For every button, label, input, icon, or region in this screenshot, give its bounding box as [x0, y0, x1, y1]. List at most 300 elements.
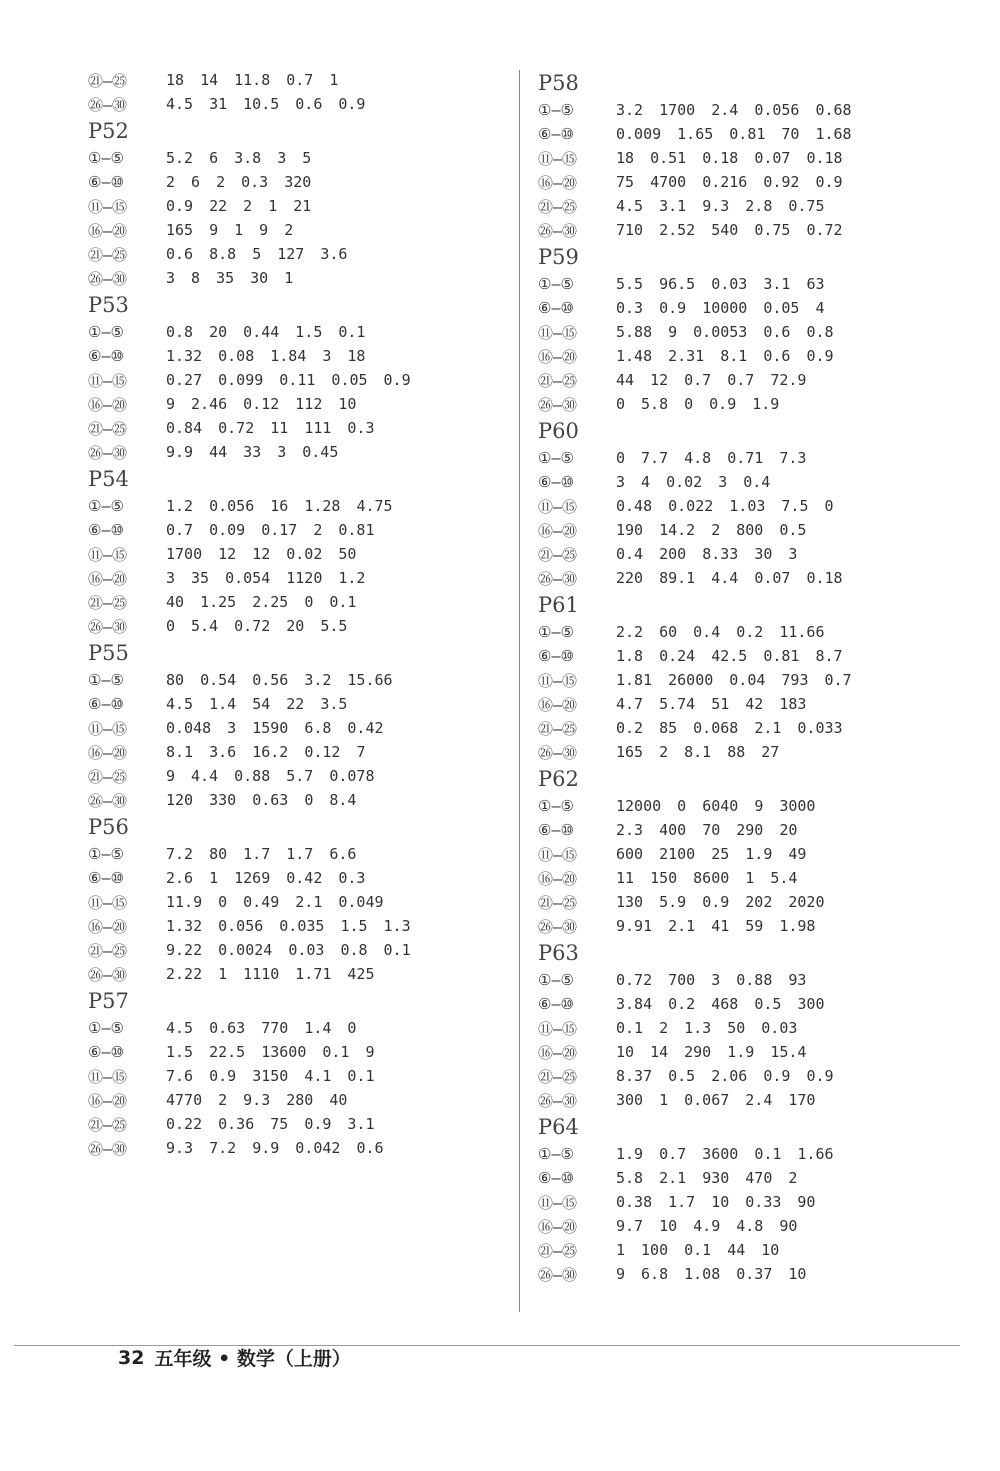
answer-value: 0.92 [763, 173, 800, 191]
answer-row [88, 866, 508, 890]
answer-value: 7 [356, 743, 366, 761]
answer-value: 0.07 [754, 569, 791, 587]
answer-value: 2.2 [616, 623, 644, 641]
answer-value: 5.5 [320, 617, 348, 635]
answer-value: 9.3 [243, 1091, 271, 1109]
answer-value: 5 [252, 245, 262, 263]
answer-value: 4.1 [304, 1067, 332, 1085]
answer-row [538, 1238, 978, 1262]
answer-value: 5.4 [191, 617, 219, 635]
answer-value: 0.9 [815, 173, 843, 191]
answer-value: 2.25 [252, 593, 289, 611]
answer-value: 0.03 [288, 941, 325, 959]
answer-value: 30 [250, 269, 269, 287]
answer-row [88, 614, 508, 638]
question-range-label: ⑯—⑳ [88, 395, 128, 414]
answer-value: 22.5 [209, 1043, 246, 1061]
answer-value: 2.31 [668, 347, 705, 365]
answer-value: 0.1 [347, 1067, 375, 1085]
answer-values [616, 1067, 834, 1085]
answer-row [538, 1214, 978, 1238]
answer-value: 22 [286, 695, 305, 713]
answer-value: 0.03 [711, 275, 748, 293]
section-page-title: P60 [538, 419, 579, 443]
answer-section [538, 764, 978, 938]
answer-value: 10 [338, 395, 357, 413]
answer-value: 8.1 [166, 743, 194, 761]
answer-value: 1.7 [286, 845, 314, 863]
answer-value: 8.37 [616, 1067, 653, 1085]
answer-value: 1 [218, 965, 228, 983]
answer-row [538, 470, 978, 494]
answer-value: 0.7 [659, 1145, 687, 1163]
answer-value: 0.2 [736, 623, 764, 641]
answer-value: 9 [616, 1265, 626, 1283]
answer-value: 7.3 [779, 449, 807, 467]
answer-value: 1120 [286, 569, 323, 587]
answer-value: 8.7 [815, 647, 843, 665]
answer-value: 0.1 [684, 1241, 712, 1259]
answer-value: 1.48 [616, 347, 653, 365]
answer-value: 0.1 [322, 1043, 350, 1061]
answer-values [616, 1217, 797, 1235]
answer-value: 0.02 [286, 545, 323, 563]
answer-value: 5.88 [616, 323, 653, 341]
answer-value: 1700 [166, 545, 203, 563]
answer-section [88, 290, 508, 464]
answer-value: 0.0024 [218, 941, 273, 959]
answer-value: 54 [252, 695, 271, 713]
answer-value: 0.7 [824, 671, 852, 689]
answer-value: 4.8 [684, 449, 712, 467]
answer-row [88, 68, 508, 92]
answer-value: 0.72 [234, 617, 271, 635]
question-range-label: ⑯—⑳ [88, 569, 128, 588]
answer-value: 1 [659, 1091, 669, 1109]
answer-value: 1 [284, 269, 294, 287]
answer-value: 1.65 [677, 125, 714, 143]
answer-value: 35 [216, 269, 235, 287]
answer-value: 400 [659, 821, 687, 839]
answer-row [88, 788, 508, 812]
question-range-label: ①—⑤ [88, 149, 124, 167]
answer-value: 3.1 [763, 275, 791, 293]
answer-row [88, 890, 508, 914]
answer-row [538, 1166, 978, 1190]
answer-values [616, 473, 770, 491]
answer-row [88, 242, 508, 266]
answer-value: 0.009 [616, 125, 662, 143]
question-range-label: ①—⑤ [538, 275, 574, 293]
answer-section [538, 938, 978, 1112]
question-range-label: ①—⑤ [88, 323, 124, 341]
answer-value: 8.4 [329, 791, 357, 809]
answer-values [616, 101, 852, 119]
answer-value: 2 [313, 521, 323, 539]
answer-value: 0.37 [736, 1265, 773, 1283]
answer-row [538, 122, 978, 146]
answer-row [88, 914, 508, 938]
answer-value: 290 [684, 1043, 712, 1061]
answer-value: 75 [270, 1115, 289, 1133]
answer-value: 468 [711, 995, 739, 1013]
answer-values [166, 743, 365, 761]
answer-value: 1.9 [745, 845, 773, 863]
answer-value: 0.7 [684, 371, 712, 389]
question-range-label: ㉖—㉚ [538, 917, 578, 936]
answer-value: 111 [304, 419, 332, 437]
answer-value: 31 [209, 95, 228, 113]
answer-values [616, 719, 843, 737]
answer-value: 1110 [243, 965, 280, 983]
answer-value: 70 [702, 821, 721, 839]
question-range-label: ㉑—㉕ [88, 593, 128, 612]
answer-value: 14 [200, 71, 219, 89]
question-range-label: ㉖—㉚ [538, 221, 578, 240]
answer-value: 0.9 [304, 1115, 332, 1133]
question-range-label: ㉖—㉚ [538, 569, 578, 588]
answer-value: 0 [304, 791, 314, 809]
answer-value: 0.04 [729, 671, 766, 689]
question-range-label: ⑯—⑳ [538, 173, 578, 192]
section-page-title: P54 [88, 467, 129, 491]
answer-value: 9.9 [166, 443, 194, 461]
answer-value: 0.7 [166, 521, 194, 539]
section-page-title: P64 [538, 1115, 579, 1139]
answer-value: 0.033 [797, 719, 843, 737]
answer-section [88, 986, 508, 1160]
answer-value: 1.28 [304, 497, 341, 515]
answer-value: 1.9 [616, 1145, 644, 1163]
answer-value: 0.12 [304, 743, 341, 761]
answer-value: 1.7 [243, 845, 271, 863]
question-range-label: ⑪—⑮ [88, 719, 128, 738]
answer-value: 4.4 [191, 767, 219, 785]
answer-value: 4770 [166, 1091, 203, 1109]
answer-values [616, 449, 806, 467]
answer-value: 2 [659, 1019, 669, 1037]
answer-value: 30 [754, 545, 773, 563]
answer-value: 0.18 [702, 149, 739, 167]
answer-value: 4.5 [166, 1019, 194, 1037]
answer-row [538, 494, 978, 518]
answer-value: 1.4 [304, 1019, 332, 1037]
answer-value: 15.66 [347, 671, 393, 689]
answer-value: 70 [781, 125, 800, 143]
answer-value: 0.72 [806, 221, 843, 239]
answer-value: 0.6 [166, 245, 194, 263]
answer-value: 9.91 [616, 917, 653, 935]
question-range-label: ⑯—⑳ [538, 1217, 578, 1236]
answer-values [616, 671, 852, 689]
answer-value: 0.5 [779, 521, 807, 539]
answer-row [88, 668, 508, 692]
answer-value: 7.5 [781, 497, 809, 515]
answer-values [166, 245, 347, 263]
answer-value: 11 [616, 869, 635, 887]
answer-value: 930 [702, 1169, 730, 1187]
answer-value: 0.63 [209, 1019, 246, 1037]
answer-value: 2.22 [166, 965, 203, 983]
answer-value: 0.9 [702, 893, 730, 911]
answer-value: 1.7 [668, 1193, 696, 1211]
answer-value: 8.33 [702, 545, 739, 563]
answer-value: 425 [347, 965, 375, 983]
answer-value: 2100 [659, 845, 696, 863]
answer-value: 0.5 [668, 1067, 696, 1085]
answer-value: 0.88 [736, 971, 773, 989]
answer-row [538, 1262, 978, 1286]
answer-value: 11.66 [779, 623, 825, 641]
answer-row [538, 518, 978, 542]
question-range-label: ⑪—⑮ [88, 893, 128, 912]
question-range-label: ㉑—㉕ [538, 719, 578, 738]
answer-value: 1.3 [383, 917, 411, 935]
answer-value: 300 [797, 995, 825, 1013]
answer-values [616, 1241, 779, 1259]
answer-values [616, 1091, 815, 1109]
answer-value: 9 [668, 323, 678, 341]
section-page-title: P61 [538, 593, 579, 617]
question-range-label: ㉖—㉚ [88, 791, 128, 810]
answer-values [616, 569, 843, 587]
answer-section [88, 68, 508, 116]
answer-value: 1269 [234, 869, 271, 887]
answer-value: 0.1 [329, 593, 357, 611]
answer-values [616, 821, 797, 839]
answer-value: 0.9 [166, 197, 194, 215]
answer-value: 1 [745, 869, 755, 887]
answer-value: 0.81 [763, 647, 800, 665]
answer-value: 42 [745, 695, 764, 713]
answer-value: 1.66 [797, 1145, 834, 1163]
answer-values [616, 497, 834, 515]
answer-values [166, 965, 375, 983]
answer-row [88, 416, 508, 440]
question-range-label: ㉖—㉚ [88, 617, 128, 636]
answer-value: 3 [277, 443, 287, 461]
answer-value: 2 [166, 173, 176, 191]
answer-values [166, 371, 411, 389]
answer-value: 10 [788, 1265, 807, 1283]
answer-value: 6 [209, 149, 219, 167]
answer-value: 0.056 [218, 917, 264, 935]
answer-value: 0.9 [709, 395, 737, 413]
answer-value: 2.1 [668, 917, 696, 935]
answer-value: 3.6 [320, 245, 348, 263]
answer-value: 20 [286, 617, 305, 635]
answer-values [616, 395, 779, 413]
answer-value: 0.54 [200, 671, 237, 689]
answer-row [88, 566, 508, 590]
answer-value: 12000 [616, 797, 662, 815]
answer-values [616, 743, 779, 761]
answer-row [88, 320, 508, 344]
answer-value: 40 [166, 593, 185, 611]
answer-value: 700 [668, 971, 696, 989]
answer-value: 80 [166, 671, 185, 689]
answer-value: 7.2 [209, 1139, 237, 1157]
answer-value: 33 [243, 443, 262, 461]
answer-values [166, 269, 293, 287]
answer-value: 60 [659, 623, 678, 641]
answer-value: 0.42 [286, 869, 323, 887]
answer-values [166, 197, 311, 215]
answer-value: 330 [209, 791, 237, 809]
answer-value: 0.0053 [693, 323, 748, 341]
answer-values [616, 275, 825, 293]
question-range-label: ㉖—㉚ [88, 443, 128, 462]
answer-value: 1.08 [684, 1265, 721, 1283]
answer-value: 1 [234, 221, 244, 239]
answer-value: 0.38 [616, 1193, 653, 1211]
section-page-title: P56 [88, 815, 129, 839]
answer-value: 3 [711, 971, 721, 989]
answer-value: 2 [659, 743, 669, 761]
answer-values [166, 419, 375, 437]
answer-value: 42.5 [711, 647, 748, 665]
answer-value: 5.8 [616, 1169, 644, 1187]
answer-section [88, 812, 508, 986]
question-range-label: ⑯—⑳ [538, 1043, 578, 1062]
answer-value: 2.1 [754, 719, 782, 737]
answer-values [166, 1139, 384, 1157]
answer-value: 25 [711, 845, 730, 863]
answer-value: 0.216 [702, 173, 748, 191]
answer-values [166, 323, 365, 341]
answer-value: 165 [616, 743, 644, 761]
answer-row [538, 392, 978, 416]
question-range-label: ⑪—⑮ [88, 545, 128, 564]
answer-value: 0.05 [763, 299, 800, 317]
answer-value: 4.4 [711, 569, 739, 587]
answer-value: 0.33 [745, 1193, 782, 1211]
answer-value: 2.1 [659, 1169, 687, 1187]
answer-value: 127 [277, 245, 305, 263]
answer-values [166, 569, 365, 587]
answer-values [616, 893, 825, 911]
answer-value: 3000 [779, 797, 816, 815]
answer-values [166, 95, 365, 113]
answer-value: 793 [781, 671, 809, 689]
answer-value: 290 [736, 821, 764, 839]
answer-value: 2 [711, 521, 721, 539]
answer-value: 12 [252, 545, 271, 563]
question-range-label: ㉑—㉕ [538, 893, 578, 912]
question-range-label: ㉑—㉕ [88, 419, 128, 438]
answer-value: 1.5 [166, 1043, 194, 1061]
answer-value: 85 [659, 719, 678, 737]
answer-row [538, 1142, 978, 1166]
answer-value: 5.2 [166, 149, 194, 167]
question-range-label: ①—⑤ [538, 1145, 574, 1163]
question-range-label: ⑪—⑮ [538, 1019, 578, 1038]
answer-value: 0.1 [383, 941, 411, 959]
question-range-label: ㉑—㉕ [88, 245, 128, 264]
answer-value: 15.4 [770, 1043, 807, 1061]
answer-values [166, 941, 411, 959]
answer-value: 2.1 [295, 893, 323, 911]
answer-value: 3 [166, 269, 176, 287]
answer-value: 220 [616, 569, 644, 587]
answer-value: 50 [338, 545, 357, 563]
answer-row [88, 440, 508, 464]
answer-row [538, 992, 978, 1016]
answer-values [166, 347, 365, 365]
answer-row [538, 968, 978, 992]
answer-value: 0.45 [302, 443, 339, 461]
answer-value: 0.4 [616, 545, 644, 563]
answer-value: 40 [329, 1091, 348, 1109]
answer-value: 0.6 [356, 1139, 384, 1157]
answer-row [538, 620, 978, 644]
answer-value: 5.8 [641, 395, 669, 413]
answer-value: 1.71 [295, 965, 332, 983]
answer-values [166, 869, 365, 887]
answer-value: 10 [761, 1241, 780, 1259]
question-range-label: ⑯—⑳ [88, 917, 128, 936]
answer-values [166, 1019, 356, 1037]
answer-value: 3.84 [616, 995, 653, 1013]
answer-section [88, 638, 508, 812]
section-page-title: P62 [538, 767, 579, 791]
answer-value: 1.2 [338, 569, 366, 587]
question-range-label: ㉖—㉚ [538, 1091, 578, 1110]
answer-value: 0.048 [166, 719, 212, 737]
answer-value: 2.4 [745, 1091, 773, 1109]
answer-values [166, 395, 356, 413]
answer-values [166, 671, 393, 689]
answer-value: 80 [209, 845, 228, 863]
answer-values [166, 617, 347, 635]
answer-value: 3.1 [347, 1115, 375, 1133]
section-page-title: P53 [88, 293, 129, 317]
answer-values [616, 971, 806, 989]
answer-value: 14.2 [659, 521, 696, 539]
answer-value: 0.12 [243, 395, 280, 413]
answer-value: 3600 [702, 1145, 739, 1163]
answer-value: 3 [166, 569, 176, 587]
question-range-label: ⑪—⑮ [538, 1193, 578, 1212]
answer-values [166, 1067, 375, 1085]
answer-values [166, 791, 356, 809]
answer-value: 20 [779, 821, 798, 839]
answer-row [88, 1040, 508, 1064]
answer-row [88, 1112, 508, 1136]
question-range-label: ㉑—㉕ [88, 767, 128, 786]
answer-value: 0.068 [693, 719, 739, 737]
answer-value: 41 [711, 917, 730, 935]
answer-row [88, 92, 508, 116]
answer-value: 4.9 [693, 1217, 721, 1235]
answer-value: 2 [243, 197, 253, 215]
answer-value: 1700 [659, 101, 696, 119]
answer-row [538, 1064, 978, 1088]
answer-value: 89.1 [659, 569, 696, 587]
question-range-label: ⑥—⑩ [538, 299, 574, 317]
answer-value: 18 [347, 347, 366, 365]
answer-values [166, 497, 393, 515]
answer-value: 150 [650, 869, 678, 887]
answer-value: 96.5 [659, 275, 696, 293]
answer-value: 540 [711, 221, 739, 239]
answer-value: 0.72 [218, 419, 255, 437]
answer-row [88, 1016, 508, 1040]
answer-row [88, 692, 508, 716]
answer-value: 0.099 [218, 371, 264, 389]
answer-values [616, 323, 834, 341]
question-range-label: ①—⑤ [538, 971, 574, 989]
